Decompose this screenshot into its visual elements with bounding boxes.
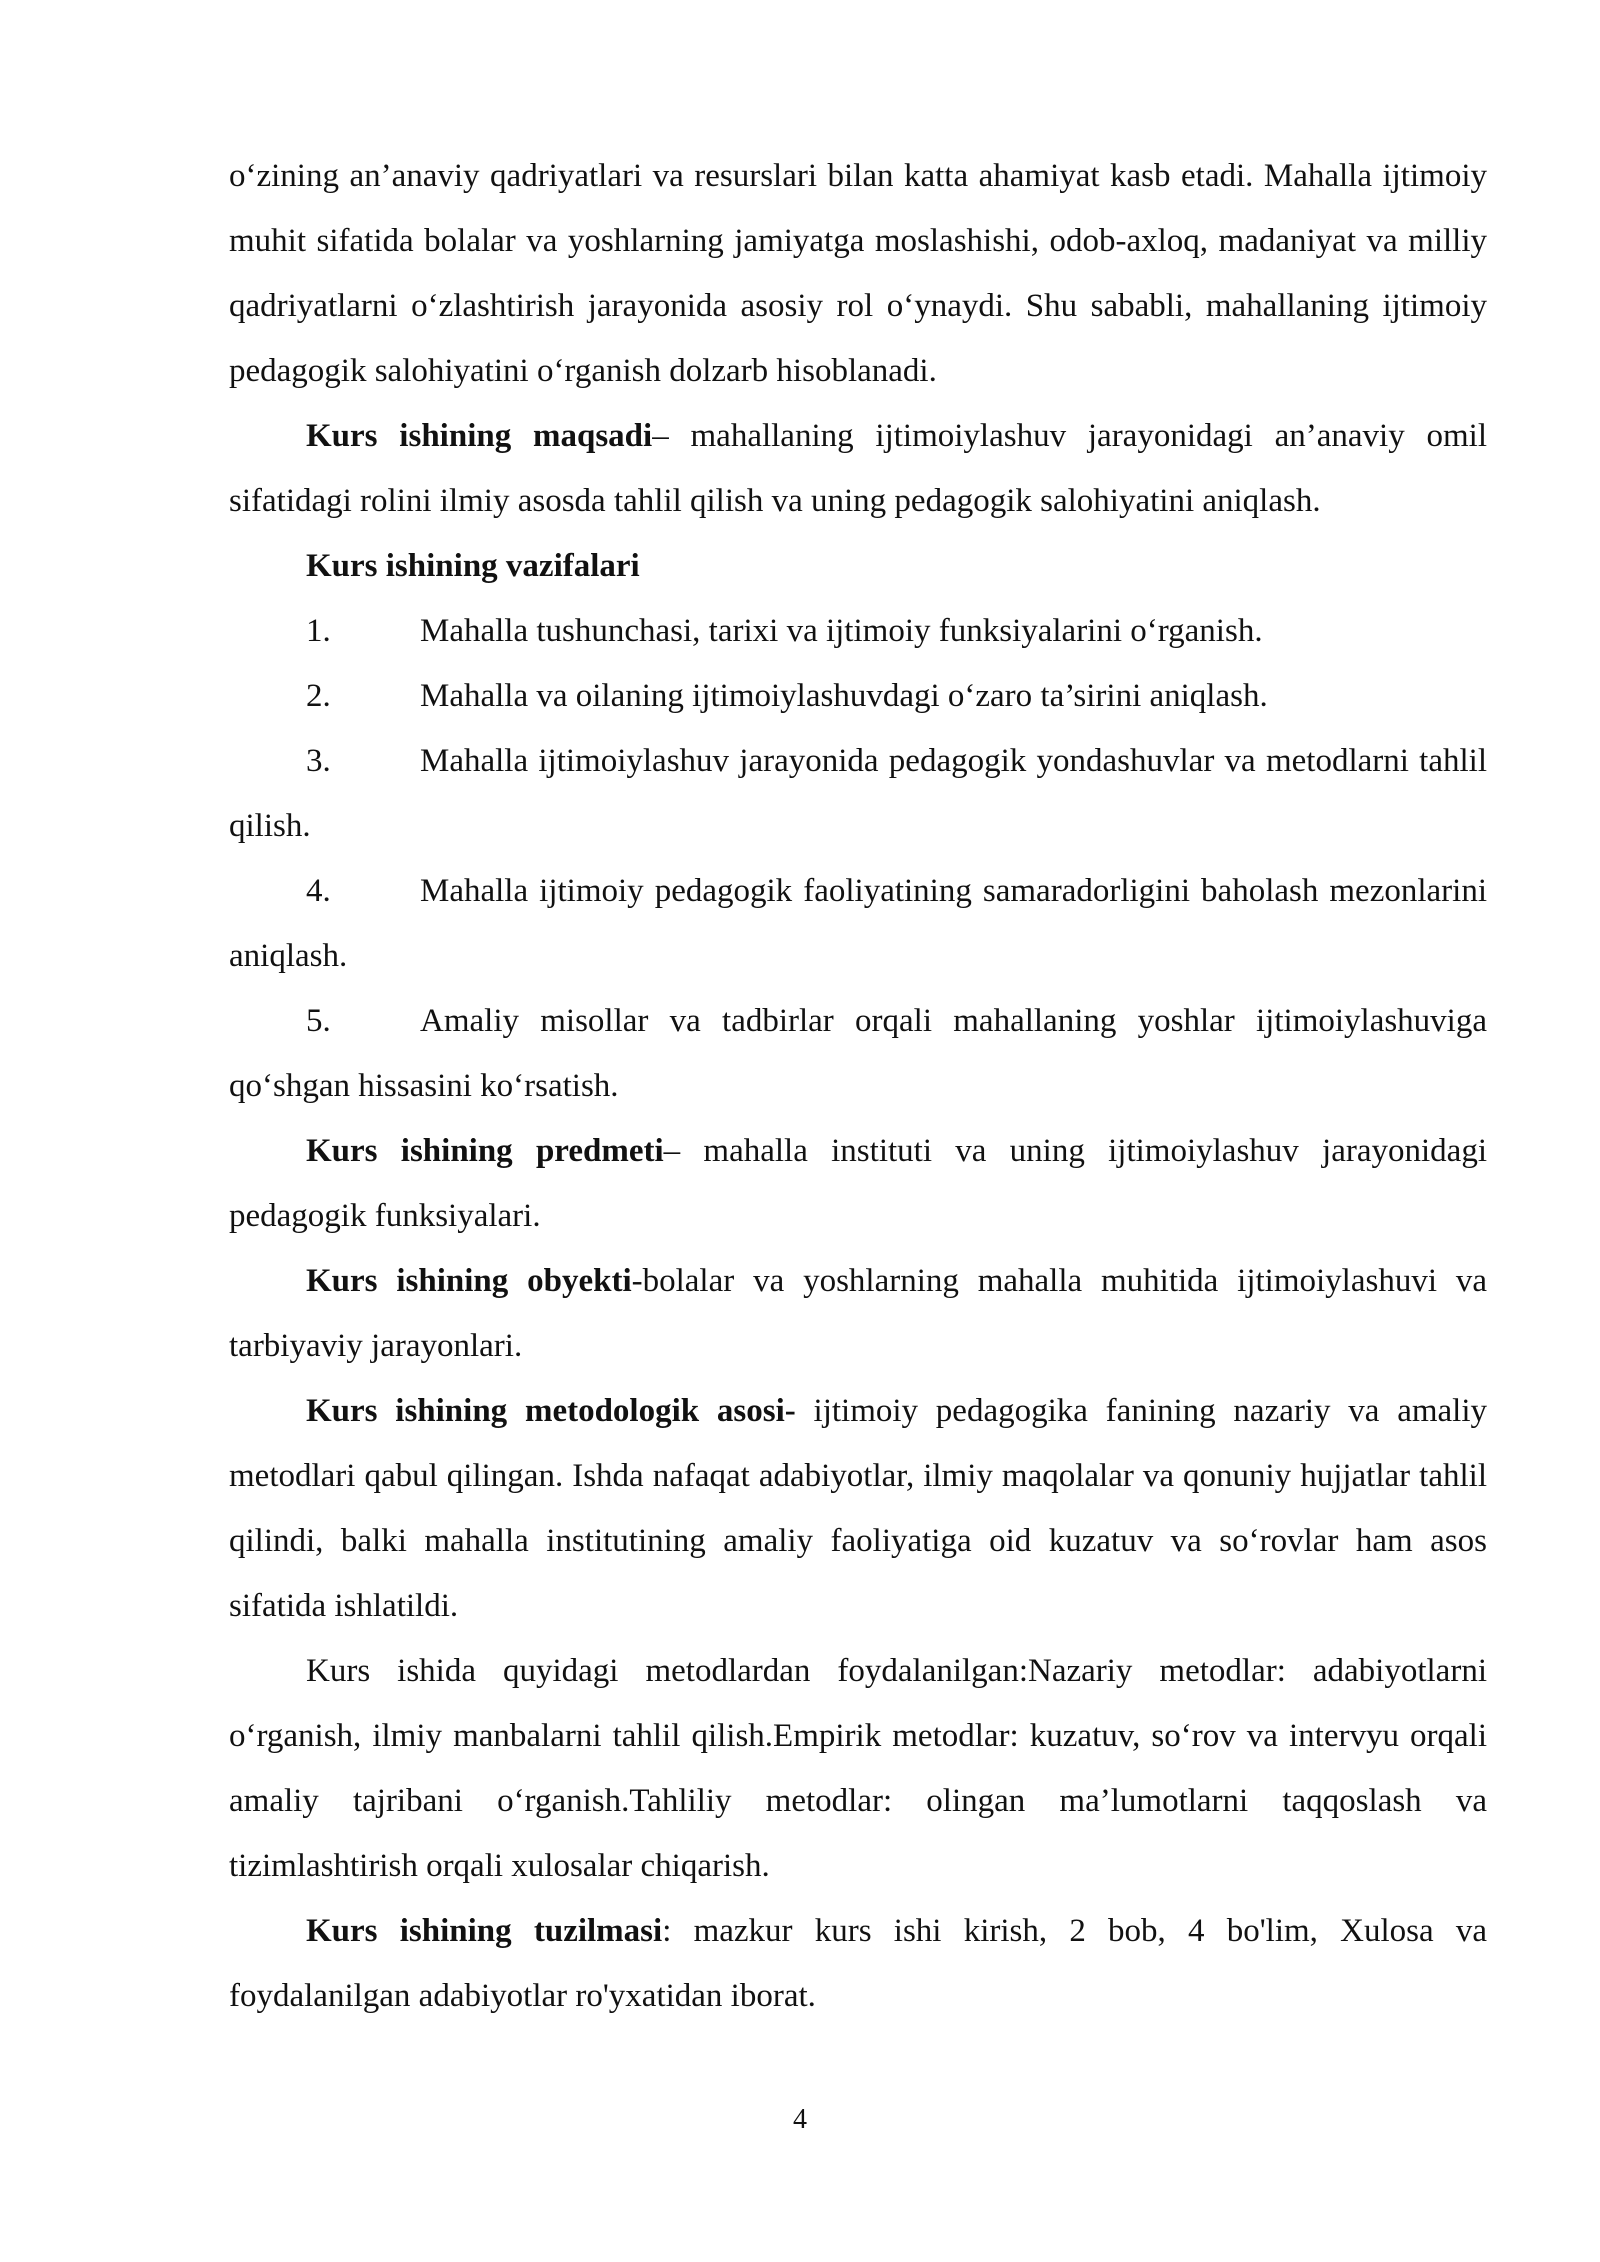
aim-paragraph <box>229 404 1487 534</box>
aim-label: Kurs ishining maqsadi <box>306 418 653 454</box>
task-item-2 <box>229 664 1487 729</box>
object-text: -bolalar va yoshlarning mahalla muhitida ijtimoiylashuvi va tarbiyaviy jarayonlari. <box>229 1263 1487 1364</box>
task-text: Mahalla tushunchasi, tarixi va ijtimoiy funksiyalarini o‘rganish. <box>420 613 1263 649</box>
intro-paragraph: o‘zining an’anaviy qadriyatlari va resurslari bilan katta ahamiyat kasb etadi. Mahalla ijtimoiy muhit sifatida bolalar va yoshlarning jamiyatga moslashishi, odob-axloq, madaniyat va milliy qadriyatlarni o‘zlashtirish jarayonida asosiy rol o‘ynaydi. Shu sababli, mahallaning ijtimoiy pedagogik salohiyatini o‘rganish dolzarb hisoblanadi. <box>229 158 1487 389</box>
subject-text: – mahalla instituti va uning ijtimoiylashuv jarayonidagi pedagogik funksiyalari. <box>229 1133 1487 1234</box>
methodology-label: Kurs ishining metodologik asosi- <box>306 1393 796 1429</box>
page-body <box>229 144 1487 2029</box>
subject-label: Kurs ishining predmeti <box>306 1133 664 1169</box>
task-text: Amaliy misollar va tadbirlar orqali mahallaning yoshlar ijtimoiylashuviga qo‘shgan hissasini ko‘rsatish. <box>229 1003 1487 1104</box>
page-number: 4 <box>793 2104 807 2135</box>
methods-paragraph: Kurs ishida quyidagi metodlardan foydalanilgan:Nazariy metodlar: adabiyotlarni o‘rganish, ilmiy manbalarni tahlil qilish.Empirik metodlar: kuzatuv, so‘rov va intervyu orqali amaliy tajribani o‘rganish.Tahliliy metodlar: olingan ma’lumotlarni taqqoslash va tizimlashtirish orqali xulosalar chiqarish. <box>229 1653 1487 1884</box>
task-number: 2. <box>306 678 331 714</box>
methodology-text: ijtimoiy pedagogika fanining nazariy va amaliy metodlari qabul qilingan. Ishda nafaqat adabiyotlar, ilmiy maqolalar va qonuniy hujjatlar tahlil qilindi, balki mahalla institutining amaliy faoliyatiga oid kuzatuv va so‘rovlar ham asos sifatida ishlatildi. <box>229 1393 1488 1624</box>
object-label: Kurs ishining obyekti <box>306 1263 632 1299</box>
task-text: Mahalla va oilaning ijtimoiylashuvdagi o‘zaro ta’sirini aniqlash. <box>420 678 1268 714</box>
subject-paragraph <box>229 1119 1487 1249</box>
task-text: Mahalla ijtimoiylashuv jarayonida pedagogik yondashuvlar va metodlarni tahlil qilish. <box>229 743 1487 844</box>
structure-paragraph <box>229 1899 1487 2029</box>
structure-text: : mazkur kurs ishi kirish, 2 bob, 4 bo'lim, Xulosa va foydalanilgan adabiyotlar ro'yxatidan iborat. <box>229 1913 1487 2014</box>
task-number: 1. <box>306 613 331 649</box>
methodology-paragraph <box>229 1379 1487 1639</box>
task-item-3 <box>229 729 1487 859</box>
task-number: 3. <box>306 743 331 779</box>
task-item-4 <box>229 859 1487 989</box>
task-number: 5. <box>306 1003 331 1039</box>
task-text: Mahalla ijtimoiy pedagogik faoliyatining samaradorligini baholash mezonlarini aniqlash. <box>229 873 1487 974</box>
task-item-1 <box>229 599 1487 664</box>
aim-text: – mahallaning ijtimoiylashuv jarayonidagi an’anaviy omil sifatidagi rolini ilmiy asosda tahlil qilish va uning pedagogik salohiyatini aniqlash. <box>229 418 1488 519</box>
tasks-heading: Kurs ishining vazifalari <box>306 548 640 584</box>
object-paragraph <box>229 1249 1487 1379</box>
structure-label: Kurs ishining tuzilmasi <box>306 1913 663 1949</box>
task-number: 4. <box>306 873 331 909</box>
task-item-5 <box>229 989 1487 1119</box>
